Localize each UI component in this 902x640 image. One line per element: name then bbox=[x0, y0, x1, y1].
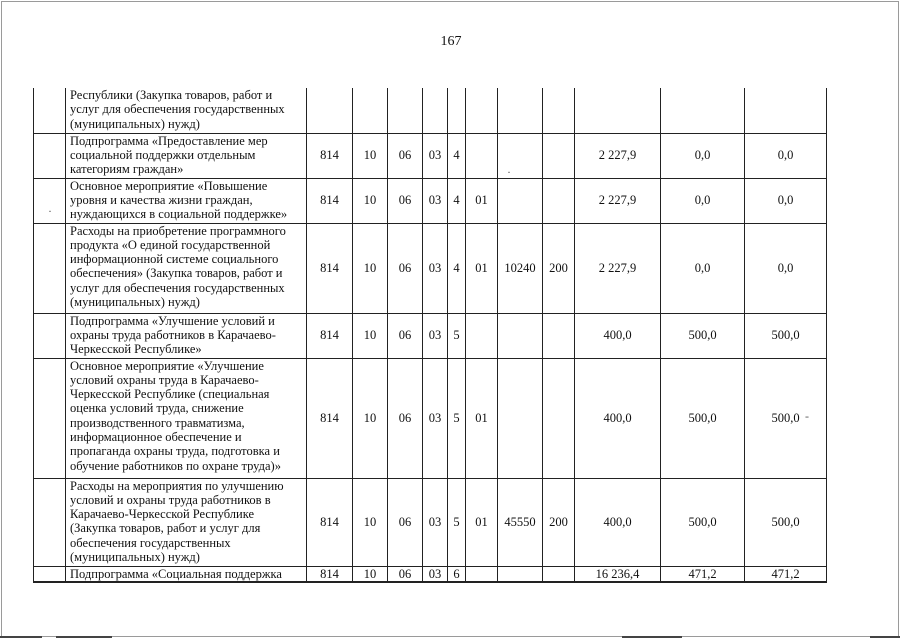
row-name-cell: Расходы на приобретение программного продукта «О единой государственной информационной системе социального обеспечения» (Закупка товаров, работ и услуг для обеспечения государственных (муниципальных) нужд) bbox=[66, 223, 307, 313]
scan-line bbox=[870, 636, 900, 638]
code-section-cell: 10 bbox=[353, 223, 388, 313]
code-expense-type-cell bbox=[543, 178, 575, 223]
amount-year2-cell: 0,0 bbox=[661, 223, 745, 313]
code-ministry-cell: 814 bbox=[307, 566, 353, 582]
amount-year1-cell: 2 227,9 bbox=[575, 178, 661, 223]
code-event-cell bbox=[466, 133, 498, 178]
amount-year2-cell: 500,0 bbox=[661, 478, 745, 566]
index-cell bbox=[34, 313, 66, 358]
scan-line bbox=[56, 636, 112, 638]
code-section-cell: 10 bbox=[353, 358, 388, 478]
budget-table bbox=[33, 88, 827, 583]
code-direction-cell bbox=[498, 313, 543, 358]
code-direction-cell: 45550 bbox=[498, 478, 543, 566]
amount-year1-cell: 2 227,9 bbox=[575, 223, 661, 313]
code-subsection-cell: 06 bbox=[388, 358, 423, 478]
amount-year2-cell: 0,0 bbox=[661, 178, 745, 223]
table-row bbox=[34, 358, 827, 478]
code-subsection-cell bbox=[388, 88, 423, 133]
code-subprogram-cell: 5 bbox=[448, 358, 466, 478]
scan-speck: - bbox=[805, 409, 809, 423]
code-direction-cell bbox=[498, 178, 543, 223]
row-name-cell: Республики (Закупка товаров, работ и услуг для обеспечения государственных (муниципальных) нужд) bbox=[66, 88, 307, 133]
code-direction-cell bbox=[498, 133, 543, 178]
index-cell bbox=[34, 358, 66, 478]
code-program-cell bbox=[423, 88, 448, 133]
code-program-cell: 03 bbox=[423, 478, 448, 566]
code-expense-type-cell: 200 bbox=[543, 478, 575, 566]
code-subprogram-cell: 5 bbox=[448, 313, 466, 358]
code-event-cell: 01 bbox=[466, 223, 498, 313]
amount-year2-cell: 500,0 bbox=[661, 358, 745, 478]
amount-year1-cell: 16 236,4 bbox=[575, 566, 661, 582]
amount-year2-cell: 0,0 bbox=[661, 133, 745, 178]
code-program-cell: 03 bbox=[423, 313, 448, 358]
table-row bbox=[34, 478, 827, 566]
amount-year1-cell: 400,0 bbox=[575, 313, 661, 358]
amount-year3-cell bbox=[745, 88, 827, 133]
row-name-cell: Подпрограмма «Предоставление мер социальной поддержки отдельным категориям граждан» bbox=[66, 133, 307, 178]
code-expense-type-cell bbox=[543, 88, 575, 133]
code-event-cell bbox=[466, 88, 498, 133]
scan-line bbox=[622, 636, 682, 638]
code-ministry-cell: 814 bbox=[307, 358, 353, 478]
row-name-cell: Основное мероприятие «Улучшение условий охраны труда в Карачаево-Черкесской Республике (специальная оценка условий труда, снижение производственного травматизма, информационное обеспечение и пропаганда охраны труда, подготовка и обучение работников по охране труда)» bbox=[66, 358, 307, 478]
table-row bbox=[34, 178, 827, 223]
code-section-cell: 10 bbox=[353, 566, 388, 582]
code-expense-type-cell bbox=[543, 133, 575, 178]
table-row bbox=[34, 88, 827, 133]
code-event-cell: 01 bbox=[466, 178, 498, 223]
code-event-cell bbox=[466, 566, 498, 582]
code-ministry-cell: 814 bbox=[307, 223, 353, 313]
code-subprogram-cell: 4 bbox=[448, 133, 466, 178]
code-section-cell bbox=[353, 88, 388, 133]
amount-year2-cell: 500,0 bbox=[661, 313, 745, 358]
code-section-cell: 10 bbox=[353, 478, 388, 566]
page-number: 167 bbox=[440, 34, 462, 49]
amount-year3-cell: 500,0 bbox=[745, 478, 827, 566]
code-direction-cell: 10240 bbox=[498, 223, 543, 313]
code-subsection-cell: 06 bbox=[388, 313, 423, 358]
code-subsection-cell: 06 bbox=[388, 566, 423, 582]
code-ministry-cell: 814 bbox=[307, 178, 353, 223]
code-expense-type-cell: 200 bbox=[543, 223, 575, 313]
code-event-cell: 01 bbox=[466, 358, 498, 478]
code-subprogram-cell: 5 bbox=[448, 478, 466, 566]
amount-year1-cell: 400,0 bbox=[575, 358, 661, 478]
amount-year3-cell: 0,0 bbox=[745, 223, 827, 313]
index-cell bbox=[34, 88, 66, 133]
code-direction-cell bbox=[498, 566, 543, 582]
code-program-cell: 03 bbox=[423, 223, 448, 313]
code-subprogram-cell bbox=[448, 88, 466, 133]
amount-year1-cell bbox=[575, 88, 661, 133]
code-ministry-cell bbox=[307, 88, 353, 133]
code-section-cell: 10 bbox=[353, 178, 388, 223]
row-name-cell: Расходы на мероприятия по улучшению условий и охраны труда работников в Карачаево-Черкесской Республике (Закупка товаров, работ и услуг для обеспечения государственных (муниципальных) нужд) bbox=[66, 478, 307, 566]
amount-year1-cell: 2 227,9 bbox=[575, 133, 661, 178]
code-program-cell: 03 bbox=[423, 178, 448, 223]
code-expense-type-cell bbox=[543, 313, 575, 358]
amount-year3-cell: 471,2 bbox=[745, 566, 827, 582]
code-program-cell: 03 bbox=[423, 358, 448, 478]
amount-year3-cell: 0,0 bbox=[745, 133, 827, 178]
amount-year3-cell: 500,0 bbox=[745, 313, 827, 358]
code-expense-type-cell bbox=[543, 358, 575, 478]
code-ministry-cell: 814 bbox=[307, 313, 353, 358]
table-row bbox=[34, 313, 827, 358]
code-direction-cell bbox=[498, 88, 543, 133]
code-subsection-cell: 06 bbox=[388, 478, 423, 566]
amount-year3-cell: 500,0 bbox=[745, 358, 827, 478]
code-section-cell: 10 bbox=[353, 133, 388, 178]
code-subsection-cell: 06 bbox=[388, 133, 423, 178]
table-row bbox=[34, 566, 827, 582]
row-name-cell: Подпрограмма «Улучшение условий и охраны труда работников в Карачаево-Черкесской Республике» bbox=[66, 313, 307, 358]
scan-speck: · bbox=[48, 204, 52, 218]
code-section-cell: 10 bbox=[353, 313, 388, 358]
code-subprogram-cell: 4 bbox=[448, 178, 466, 223]
code-event-cell bbox=[466, 313, 498, 358]
code-ministry-cell: 814 bbox=[307, 478, 353, 566]
scan-line bbox=[0, 636, 42, 638]
index-cell bbox=[34, 133, 66, 178]
code-program-cell: 03 bbox=[423, 133, 448, 178]
table-row bbox=[34, 133, 827, 178]
row-name-cell: Основное мероприятие «Повышение уровня и качества жизни граждан, нуждающихся в социальной поддержке» bbox=[66, 178, 307, 223]
table-row bbox=[34, 223, 827, 313]
amount-year1-cell: 400,0 bbox=[575, 478, 661, 566]
index-cell bbox=[34, 566, 66, 582]
code-direction-cell bbox=[498, 358, 543, 478]
code-subsection-cell: 06 bbox=[388, 223, 423, 313]
amount-year3-cell: 0,0 bbox=[745, 178, 827, 223]
amount-year2-cell: 471,2 bbox=[661, 566, 745, 582]
code-ministry-cell: 814 bbox=[307, 133, 353, 178]
index-cell bbox=[34, 223, 66, 313]
code-program-cell: 03 bbox=[423, 566, 448, 582]
amount-year2-cell bbox=[661, 88, 745, 133]
row-name-cell: Подпрограмма «Социальная поддержка bbox=[66, 566, 307, 582]
scan-speck: · bbox=[507, 165, 511, 179]
code-subsection-cell: 06 bbox=[388, 178, 423, 223]
index-cell bbox=[34, 478, 66, 566]
code-expense-type-cell bbox=[543, 566, 575, 582]
code-subprogram-cell: 4 bbox=[448, 223, 466, 313]
code-subprogram-cell: 6 bbox=[448, 566, 466, 582]
code-event-cell: 01 bbox=[466, 478, 498, 566]
